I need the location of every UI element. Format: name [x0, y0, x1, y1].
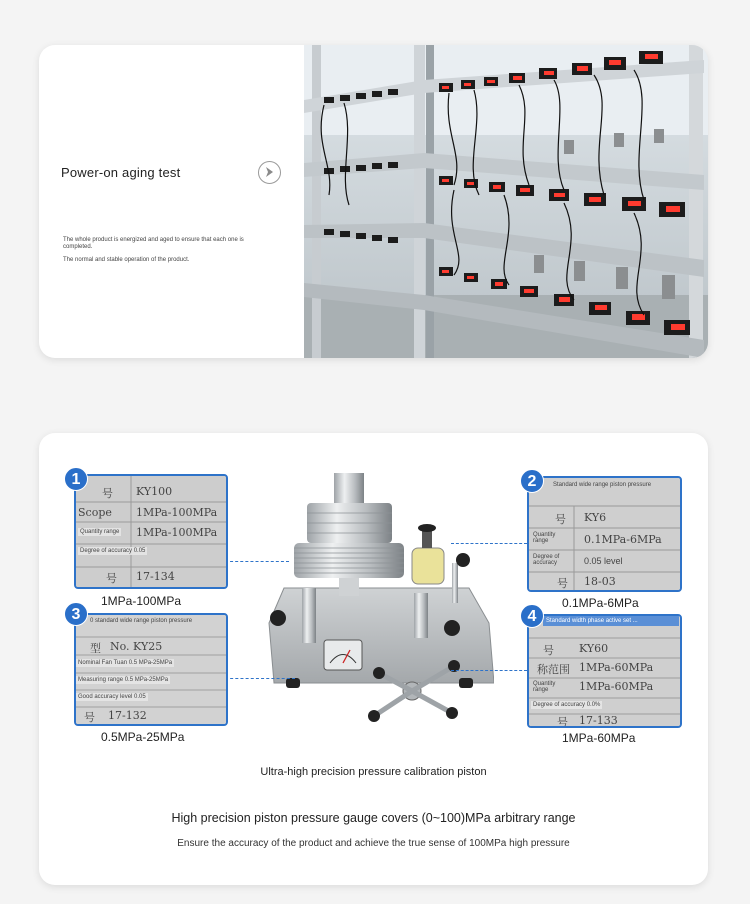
plate-4-header: Standard width phase active set ...	[543, 616, 679, 626]
plate-4-hanzi: 号	[543, 644, 554, 657]
plate-1-serial: 17-134	[136, 570, 175, 583]
plate-2-serial: 18-03	[584, 575, 616, 588]
callout-2-plate	[527, 476, 682, 592]
calibration-subheading: Ensure the accuracy of the product and achieve the true sense of 100MPa high pressure	[177, 838, 570, 849]
callout-2-caption: 0.1MPa-6MPa	[562, 596, 639, 610]
aging-rack-photo	[304, 45, 708, 358]
callout-1-plate	[74, 474, 228, 589]
calibration-card	[39, 433, 708, 885]
callout-4-caption: 1MPa-60MPa	[562, 731, 636, 745]
plate-1-range-2: 1MPa-100MPa	[136, 526, 218, 539]
plate-4-accuracy: Degree of accuracy 0.0%	[533, 702, 601, 708]
plate-1-model: KY100	[136, 485, 173, 498]
plate-1-scope-label: Scope	[78, 506, 112, 519]
calibration-subtitle: Ultra-high precision pressure calibration piston	[260, 766, 487, 778]
callout-3-caption: 0.5MPa-25MPa	[101, 730, 185, 744]
callout-3-badge: 3	[64, 602, 88, 626]
plate-4-serial: 17-133	[579, 714, 618, 727]
plate-2-range: 0.1MPa-6MPa	[584, 533, 662, 546]
plate-2-quantity-label: Quantity range	[533, 532, 556, 544]
connector-line-4	[451, 670, 527, 671]
plate-1-hanzi: 号	[102, 487, 113, 500]
connector-line-1	[225, 561, 289, 562]
plate-1-range-1: 1MPa-100MPa	[136, 506, 218, 519]
callout-1-badge: 1	[64, 467, 88, 491]
plate-4-range-1: 1MPa-60MPa	[579, 661, 654, 674]
plate-3-model: No. KY25	[110, 640, 163, 653]
plate-2-hanzi: 号	[555, 513, 566, 526]
plate-4-range-2: 1MPa-60MPa	[579, 680, 654, 693]
plate-3-hanzi: 型	[90, 642, 101, 655]
aging-test-card	[39, 45, 708, 358]
aging-title: Power-on aging test	[61, 165, 181, 180]
plate-1-serial-prefix: 号	[106, 572, 117, 585]
plate-3-accuracy: Good accuracy level 0.05	[78, 694, 146, 700]
aging-description-1: The whole product is energized and aged to ensure that each one is completed.	[63, 237, 244, 250]
calibration-heading: High precision piston pressure gauge covers (0~100)MPa arbitrary range	[171, 811, 576, 825]
connector-line-2	[451, 543, 527, 544]
callout-4-badge: 4	[520, 604, 544, 628]
callout-2-badge: 2	[520, 469, 544, 493]
callout-3-plate	[74, 613, 228, 726]
plate-4-quantity-label: Quantity range	[533, 681, 556, 693]
plate-1-quantity-label: Quantity range	[80, 529, 120, 535]
plate-2-level: 0.05 level	[584, 556, 623, 566]
plate-3-serial: 17-132	[108, 709, 147, 722]
plate-3-header: 0 standard wide range piston pressure	[90, 618, 193, 624]
callout-4-plate	[527, 614, 682, 728]
plate-2-serial-prefix: 号	[557, 577, 568, 590]
connector-line-3	[225, 678, 295, 679]
plate-2-accuracy-label: Degree of accuracy	[533, 554, 560, 566]
plate-4-serial-prefix: 号	[557, 716, 568, 728]
callout-1-caption: 1MPa-100MPa	[101, 594, 182, 608]
next-arrow-icon[interactable]	[258, 161, 281, 184]
plate-1-accuracy: Degree of accuracy 0.05	[80, 548, 146, 554]
piston-gauge-image	[264, 468, 494, 730]
plate-2-model: KY6	[584, 511, 607, 524]
plate-4-model: KY60	[579, 642, 609, 655]
plate-3-serial-prefix: 号	[84, 711, 95, 724]
plate-3-nominal: Nominal Fan Tuan 0.5 MPa-25MPa	[78, 660, 173, 666]
plate-2-header: Standard wide range piston pressure	[553, 482, 652, 488]
aging-description-2: The normal and stable operation of the product.	[63, 257, 190, 263]
plate-4-range-label: 称范围	[537, 663, 570, 676]
plate-3-measuring: Measuring range 0.5 MPa-25MPa	[78, 677, 169, 683]
